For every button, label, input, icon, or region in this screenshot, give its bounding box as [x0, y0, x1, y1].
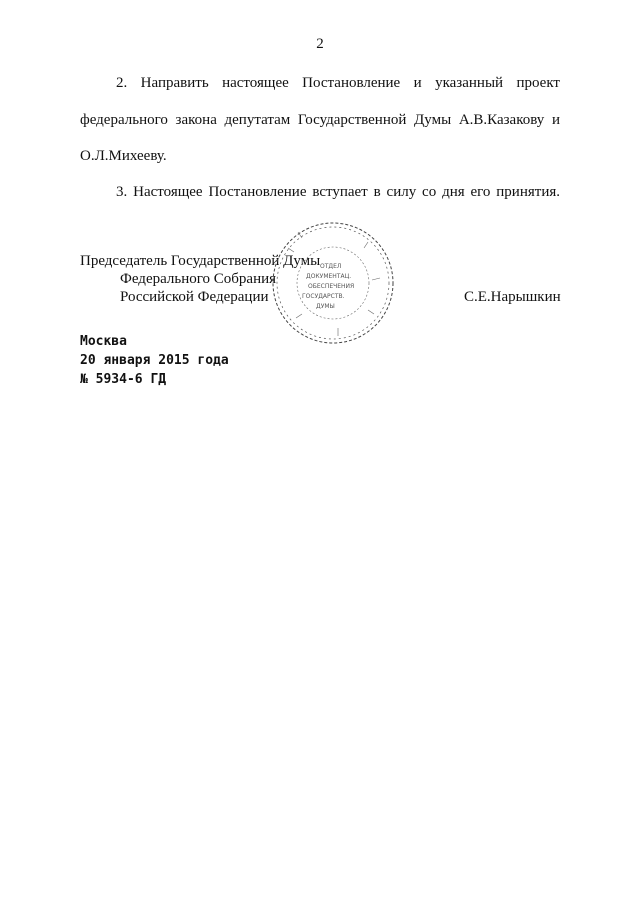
paragraph-3-text-1: 3. Настоящее Постановление вступает в силу со дня его принятия.: [116, 184, 560, 200]
svg-text:ОБЕСПЕЧЕНИЯ: ОБЕСПЕЧЕНИЯ: [308, 283, 355, 290]
signatory-title-line-2: Федерального Собрания: [120, 271, 277, 287]
paragraph-2-line-3: [80, 147, 560, 165]
paragraph-2-text-3: О.Л.Михееву.: [80, 148, 167, 164]
svg-text:ОТДЕЛ: ОТДЕЛ: [320, 263, 342, 270]
svg-text:ГОСУДАРСТВ.: ГОСУДАРСТВ.: [302, 293, 345, 300]
official-stamp-seal: [268, 218, 398, 348]
paragraph-2-text-1: 2. Направить настоящее Постановление и указанный проект: [116, 75, 560, 91]
city: Москва: [80, 334, 127, 349]
svg-text:ДОКУМЕНТАЦ.: ДОКУМЕНТАЦ.: [306, 273, 352, 280]
page-number: 2: [316, 36, 324, 52]
document-number: № 5934-6 ГД: [80, 372, 167, 387]
paragraph-2-text-2: федерального закона депутатам Государственной Думы А.В.Казакову и: [80, 112, 560, 128]
paragraph-2-line-2: [80, 111, 560, 129]
paragraph-3-line-1: [80, 183, 560, 201]
signatory-title-line-1: Председатель Государственной Думы: [80, 253, 321, 269]
signatory-title-line-3: Российской Федерации: [120, 289, 269, 305]
document-date: 20 января 2015 года: [80, 353, 229, 368]
svg-text:ДУМЫ: ДУМЫ: [316, 303, 335, 310]
place-date-number-block: [80, 332, 229, 389]
signatory-name: С.Е.Нарышкин: [464, 289, 561, 305]
paragraph-2-line-1: [80, 74, 560, 92]
